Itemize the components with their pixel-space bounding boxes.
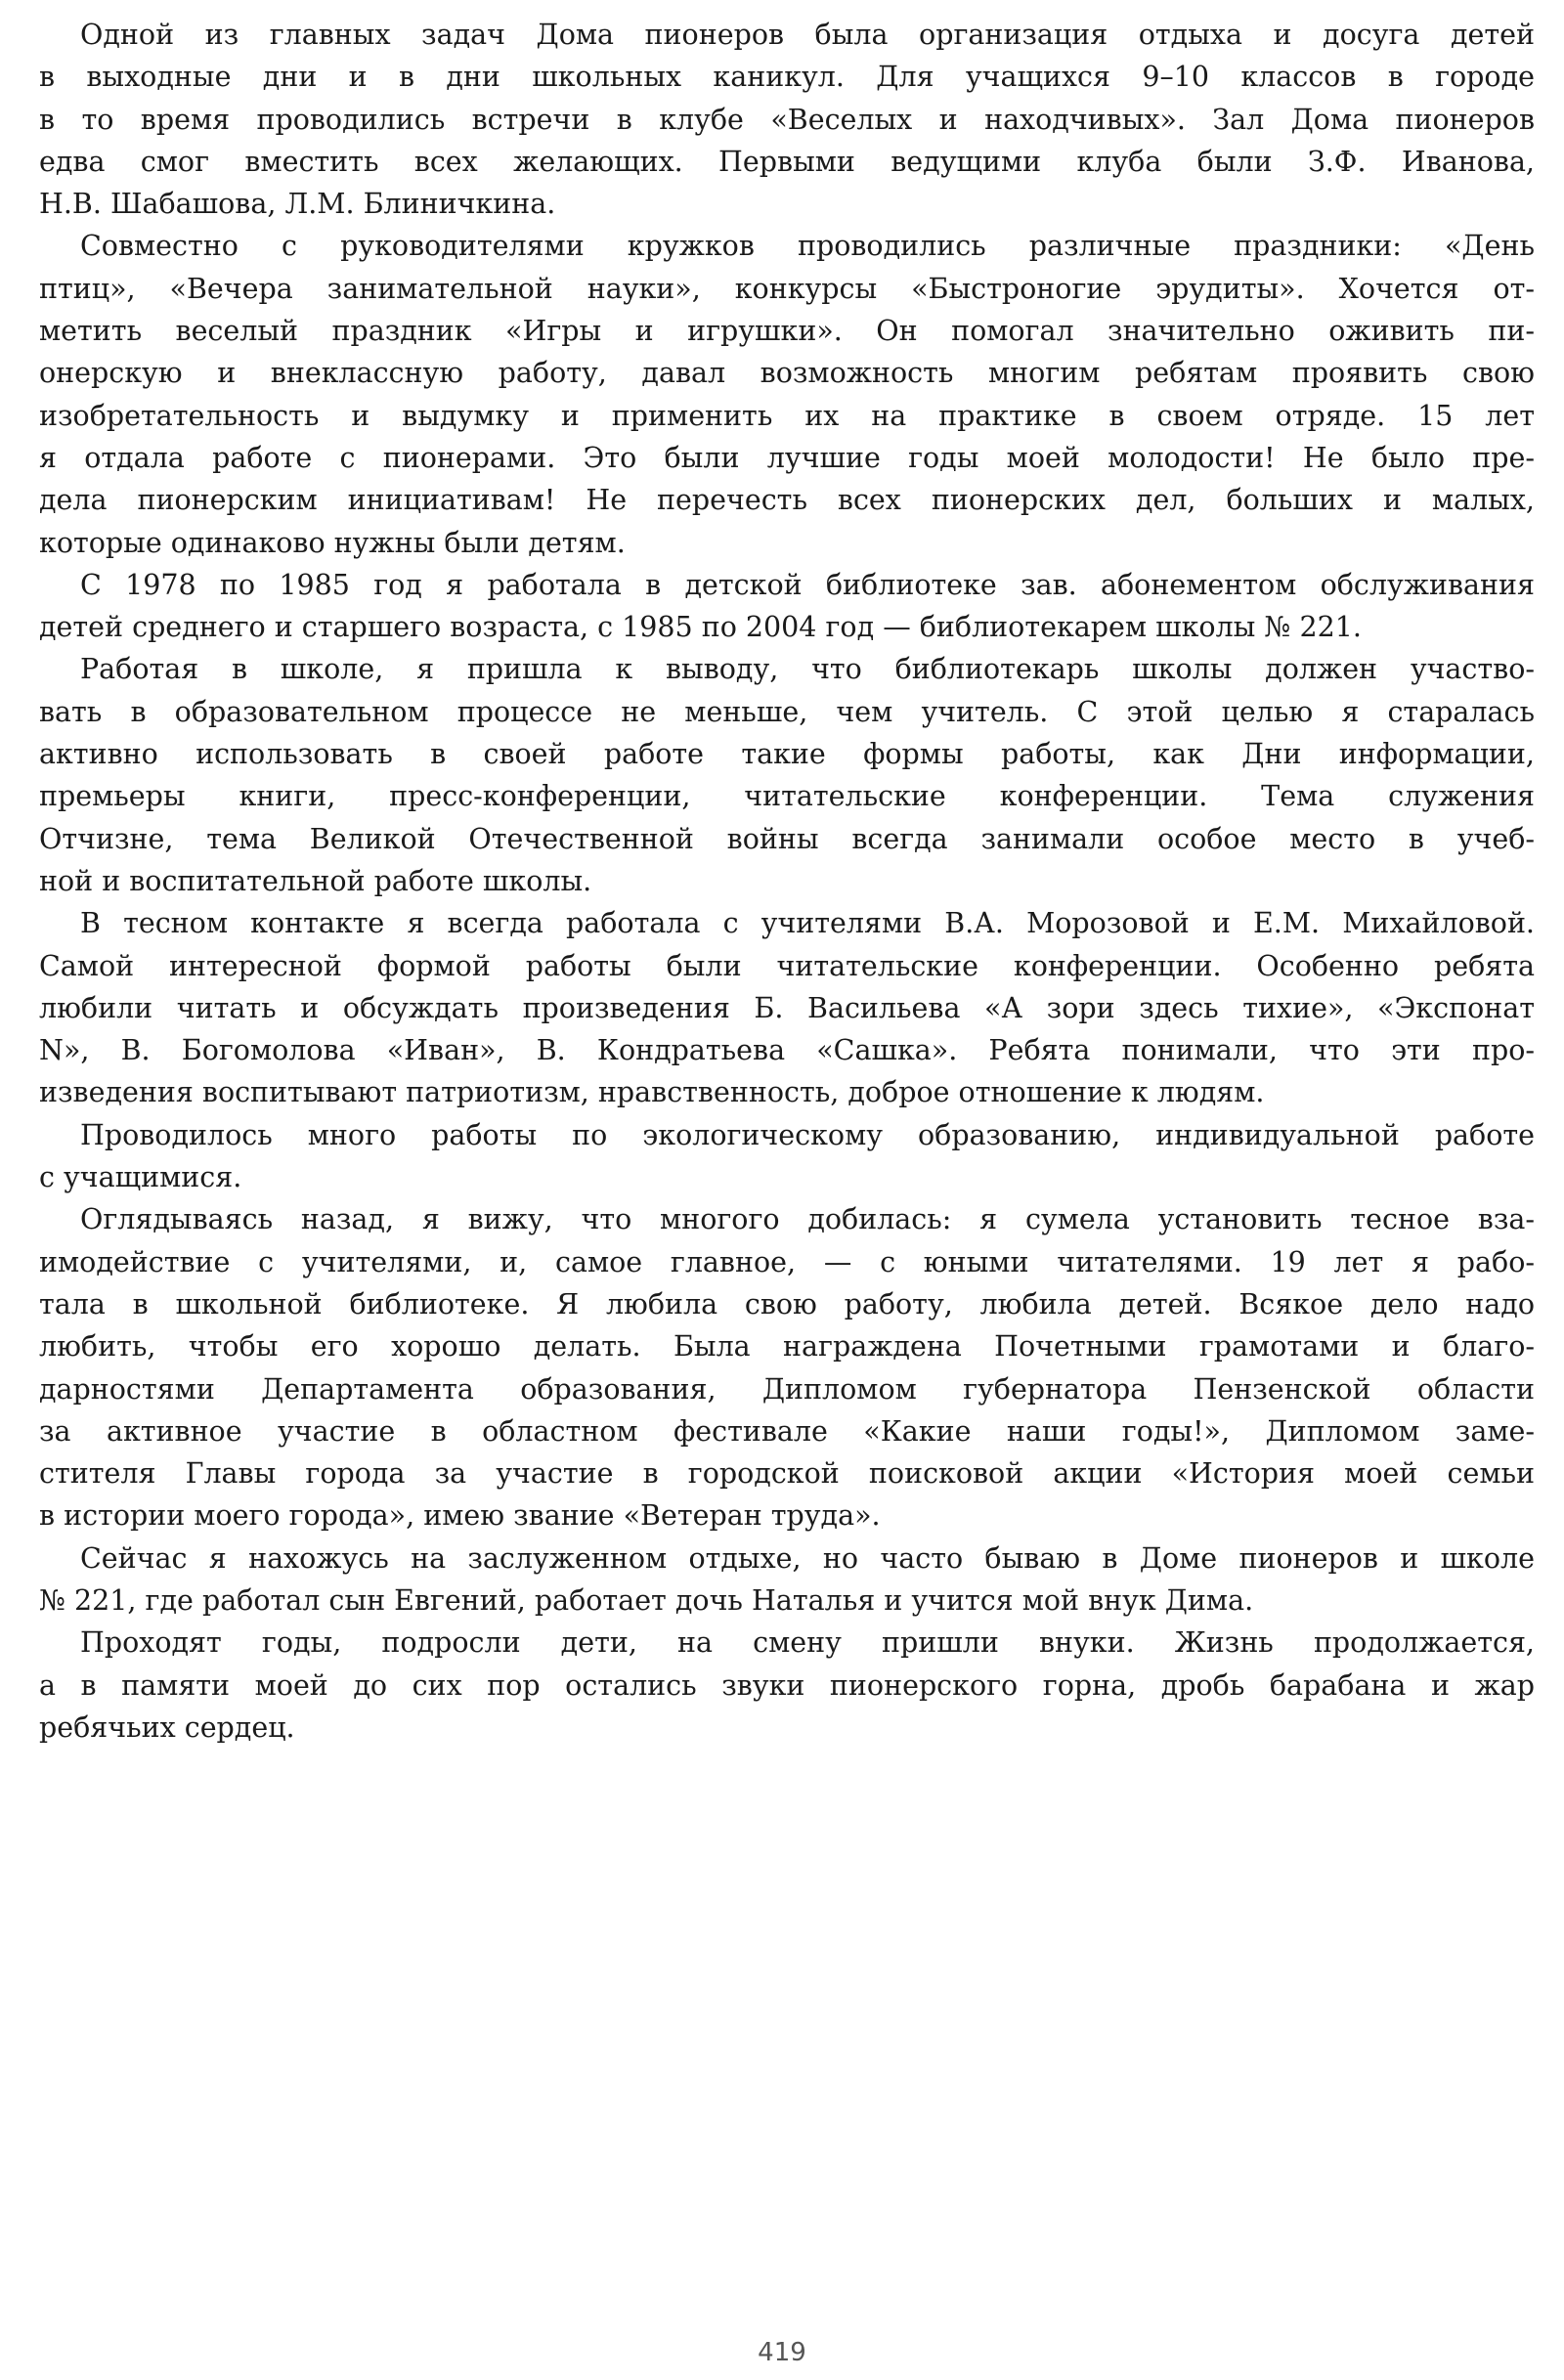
paragraph (39, 1622, 1535, 1749)
paragraph (39, 564, 1535, 649)
text-line: а в памяти моей до сих пор остались звуки пионерского горна, дробь барабана и жар (39, 1668, 1535, 1702)
text-line: имодействие с учителями, и, самое главное, — с юными читателями. 19 лет я рабо- (39, 1245, 1535, 1278)
text-line: № 221, где работал сын Евгений, работает дочь Наталья и учится мой внук Дима. (39, 1583, 1254, 1617)
body-text (39, 14, 1535, 1749)
text-line: Сейчас я нахожусь на заслуженном отдыхе, но часто бываю в Доме пионеров и школе (80, 1541, 1535, 1575)
text-line: птиц», «Вечера занимательной науки», конкурсы «Быстроногие эрудиты». Хочется от- (39, 272, 1535, 305)
text-line: Одной из главных задач Дома пионеров была организация отдыха и досуга детей (80, 19, 1535, 51)
text-line: изобретательность и выдумку и применить их на практике в своем отряде. 15 лет (39, 399, 1535, 432)
text-line: Работая в школе, я пришла к выводу, что библиотекарь школы должен участво- (80, 653, 1535, 686)
text-line: за активное участие в областном фестивале «Какие наши годы!», Дипломом заме- (39, 1414, 1535, 1448)
text-line: Оглядываясь назад, я вижу, что многого добилась: я сумела установить тесное вза- (80, 1203, 1535, 1236)
text-line: любить, чтобы его хорошо делать. Была награждена Почетными грамотами и благо- (39, 1330, 1535, 1363)
text-line: ребячьих сердец. (39, 1710, 295, 1744)
text-line: едва смог вместить всех желающих. Первыми ведущими клуба были З.Ф. Иванова, (39, 145, 1535, 178)
text-line: Отчизне, тема Великой Отечественной войны всегда занимали особое место в учеб- (39, 822, 1535, 855)
text-line: тала в школьной библиотеке. Я любила свою работу, любила детей. Всякое дело надо (39, 1287, 1535, 1320)
text-line: с учащимися. (39, 1161, 242, 1194)
text-line: премьеры книги, пресс-конференции, читательские конференции. Тема служения (39, 780, 1535, 813)
paragraph (39, 1537, 1535, 1623)
text-line: С 1978 по 1985 год я работала в детской библиотеке зав. абонементом обслуживания (80, 568, 1535, 601)
text-line: любили читать и обсуждать произведения Б. Васильева «А зори здесь тихие», «Экспонат (39, 991, 1535, 1024)
text-line: которые одинаково нужны были детям. (39, 526, 626, 559)
paragraph (39, 1198, 1535, 1536)
paragraph (39, 225, 1535, 563)
text-line: активно использовать в своей работе такие формы работы, как Дни информации, (39, 738, 1535, 771)
text-line: детей среднего и старшего возраста, с 1985 по 2004 год — библиотекарем школы № 221. (39, 611, 1362, 644)
text-line: Проходят годы, подросли дети, на смену пришли внуки. Жизнь продолжается, (80, 1626, 1535, 1660)
text-line: метить веселый праздник «Игры и игрушки». Он помогал значительно оживить пи- (39, 315, 1535, 348)
text-line: В тесном контакте я всегда работала с учителями В.А. Морозовой и Е.М. Михайловой. (80, 907, 1535, 940)
text-line: стителя Главы города за участие в городской поисковой акции «История моей семьи (39, 1457, 1535, 1491)
text-line: Самой интересной формой работы были читательские конференции. Особенно ребята (39, 949, 1535, 982)
text-line: я отдала работе с пионерами. Это были лучшие годы моей молодости! Не было пре- (39, 441, 1535, 474)
paragraph (39, 1114, 1535, 1199)
text-line: в выходные дни и в дни школьных каникул. Для учащихся 9–10 классов в городе (39, 61, 1535, 94)
text-line: дела пионерским инициативам! Не перечесть всех пионерских дел, больших и малых, (39, 484, 1535, 517)
text-line: в истории моего города», имею звание «Ветеран труда». (39, 1499, 881, 1533)
paragraph (39, 902, 1535, 1113)
text-line: Проводилось много работы по экологическому образованию, индивидуальной работе (80, 1118, 1535, 1151)
text-line: N», В. Богомолова «Иван», В. Кондратьева «Сашка». Ребята понимали, что эти про- (39, 1034, 1535, 1067)
page-number: 419 (758, 2338, 806, 2367)
paragraph (39, 14, 1535, 225)
paragraph (39, 648, 1535, 902)
text-line: ной и воспитательной работе школы. (39, 864, 592, 897)
text-line: Совместно с руководителями кружков проводились различные праздники: «День (80, 230, 1535, 263)
text-line: онерскую и внеклассную работу, давал возможность многим ребятам проявить свою (39, 357, 1535, 390)
text-line: вать в образовательном процессе не меньше, чем учитель. С этой целью я старалась (39, 695, 1535, 728)
text-line: изведения воспитывают патриотизм, нравственность, доброе отношение к людям. (39, 1076, 1265, 1109)
text-line: в то время проводились встречи в клубе «Веселых и находчивых». Зал Дома пионеров (39, 103, 1535, 136)
text-line: дарностями Департамента образования, Дипломом губернатора Пензенской области (39, 1372, 1535, 1406)
text-line: Н.В. Шабашова, Л.М. Блиничкина. (39, 188, 556, 221)
